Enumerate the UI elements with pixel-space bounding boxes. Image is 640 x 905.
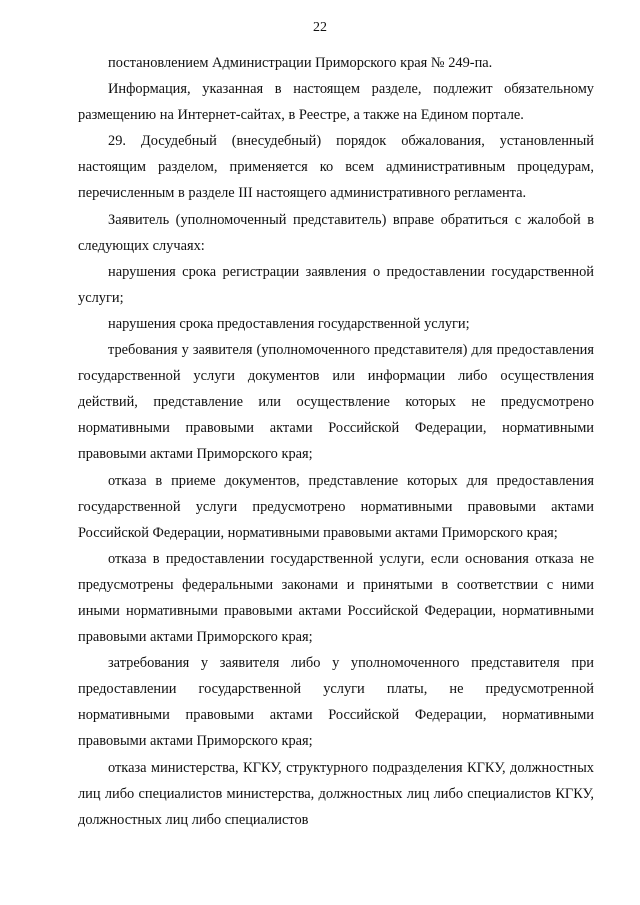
paragraph: требования у заявителя (уполномоченного представителя) для предоставления государственной услуги документов или информации либо осуществления действий, представление или осуществление которых не предусмотрено нормативными правовыми актами Российской Федерации, нормативными правовыми актами Приморского края; bbox=[78, 342, 594, 463]
paragraph: нарушения срока регистрации заявления о предоставлении государственной услуги; bbox=[78, 263, 594, 306]
paragraph: Заявитель (уполномоченный представитель) вправе обратиться с жалобой в следующих случаях: bbox=[78, 211, 594, 254]
paragraph: отказа в предоставлении государственной услуги, если основания отказа не предусмотрены федеральными законами и принятыми в соответствии с ними иными нормативными правовыми актами Российской Федерации, нормативными правовыми актами Приморского края; bbox=[78, 550, 594, 646]
paragraph: нарушения срока предоставления государственной услуги; bbox=[108, 315, 470, 332]
paragraph: затребования у заявителя либо у уполномоченного представителя при предоставлении государственной услуги платы, не предусмотренной нормативными правовыми актами Российской Федерации, нормативными правовыми актами Приморского края; bbox=[78, 655, 594, 750]
page-number: 22 bbox=[313, 20, 327, 35]
paragraph: 29. Досудебный (внесудебный) порядок обжалования, установленный настоящим разделом, применяется ко всем административным процедурам, перечисленным в разделе III настоящего административного регламента. bbox=[78, 133, 594, 202]
paragraph: отказа министерства, КГКУ, структурного подразделения КГКУ, должностных лиц либо специалистов министерства, должностных лиц либо специалистов КГКУ, должностных лиц либо специалистов bbox=[78, 759, 594, 828]
paragraph: отказа в приеме документов, представление которых для предоставления государственной услуги предусмотрено нормативными правовыми актами Российской Федерации, нормативными правовыми актами Приморского края; bbox=[78, 472, 594, 541]
document-body bbox=[78, 50, 594, 833]
paragraph: Информация, указанная в настоящем разделе, подлежит обязательному размещению на Интернет-сайтах, в Реестре, а также на Едином портале. bbox=[78, 81, 594, 124]
paragraph: постановлением Администрации Приморского края № 249-па. bbox=[108, 55, 493, 71]
